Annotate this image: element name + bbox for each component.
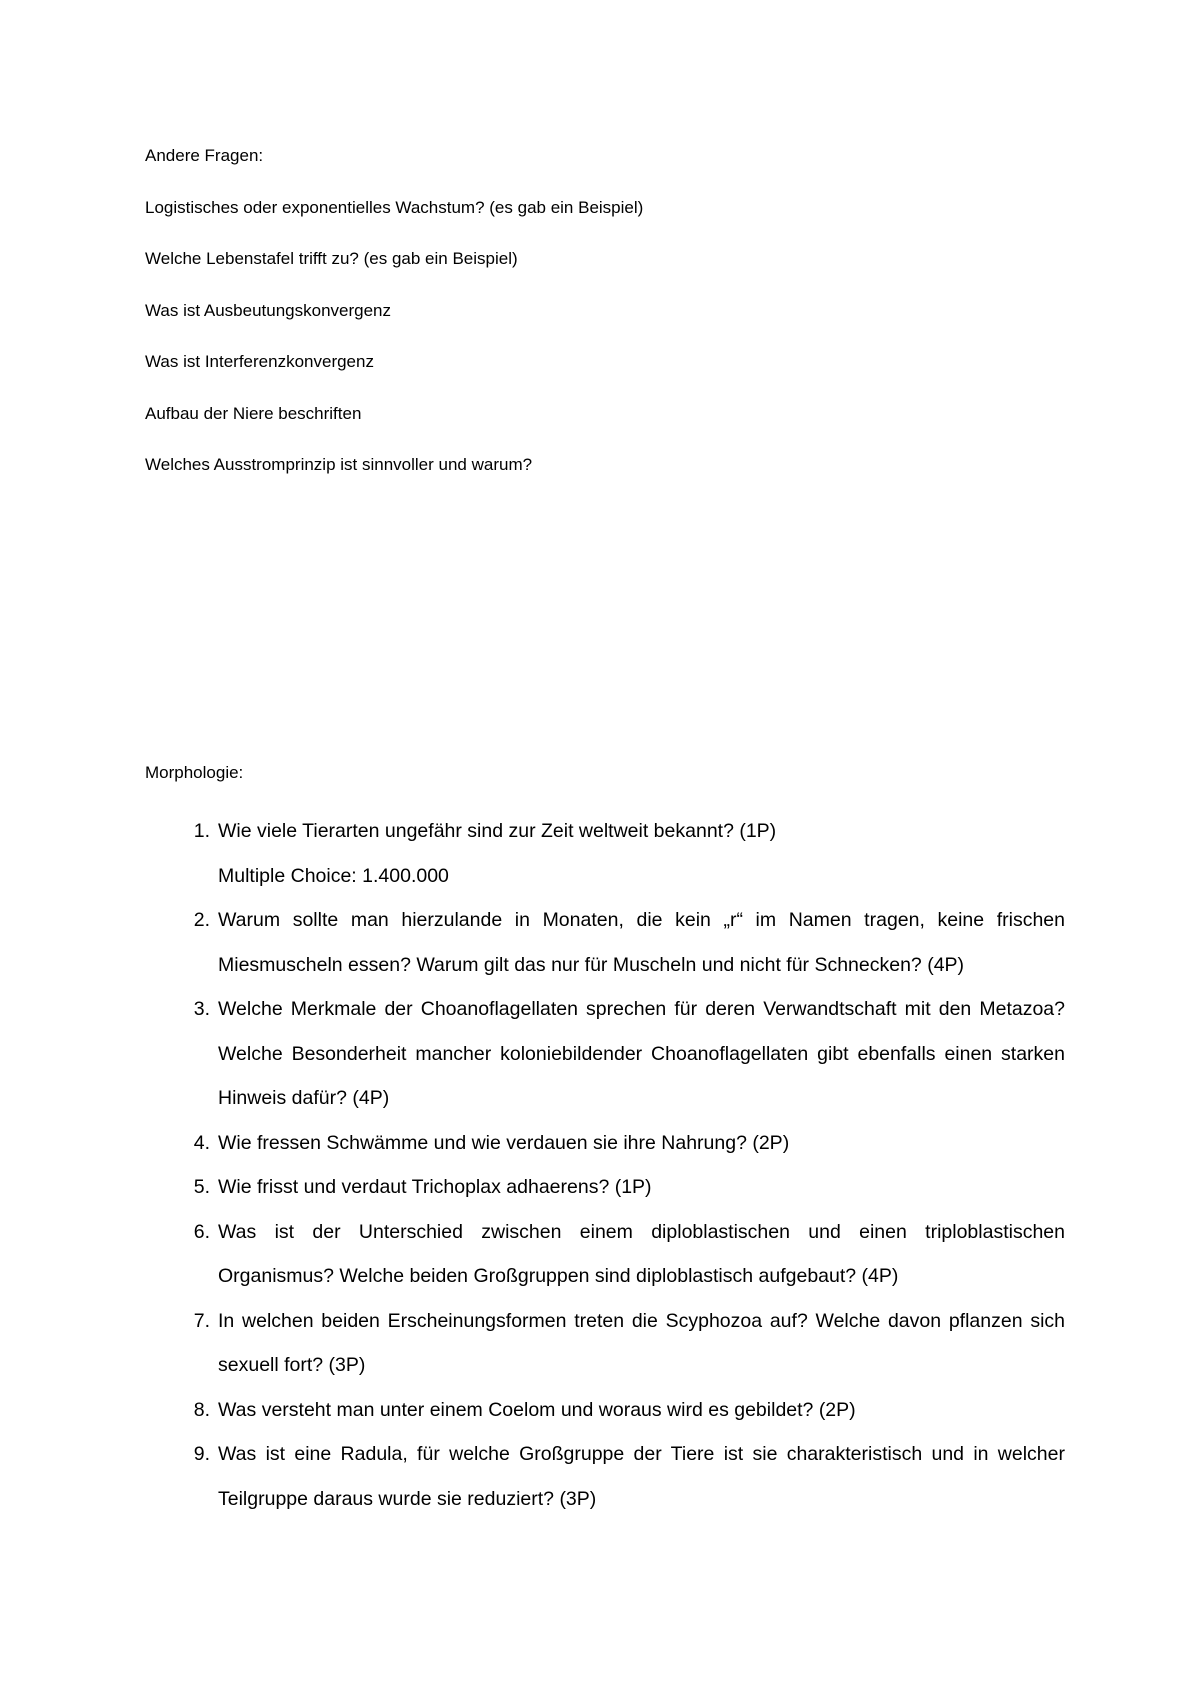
other-question: Logistisches oder exponentielles Wachstum? (es gab ein Beispiel) (145, 197, 644, 217)
other-question: Welches Ausstromprinzip ist sinnvoller und warum? (145, 455, 533, 474)
question-text: Was ist der Unterschied zwischen einem diploblastischen und einen triploblastischen Organismus? Welche beiden Großgruppen sind diploblastisch aufgebaut? (4P) (218, 1220, 1065, 1287)
question-number: 9. (193, 1443, 210, 1465)
other-question: Welche Lebenstafel trifft zu? (es gab ein Beispiel) (145, 249, 518, 268)
other-question: Was ist Ausbeutungskonvergenz (145, 300, 392, 320)
morphology-question-list (145, 809, 1065, 1521)
section-title-other: Andere Fragen: (145, 146, 264, 165)
question-number: 4. (193, 1131, 210, 1154)
question-item (145, 1210, 1065, 1299)
question-item (145, 1388, 1065, 1433)
section-title-morphology: Morphologie: (145, 763, 244, 782)
question-number: 5. (193, 1176, 210, 1198)
question-text: Wie fressen Schwämme und wie verdauen sie ihre Nahrung? (2P) (218, 1131, 790, 1154)
question-item (145, 1432, 1065, 1521)
question-number: 6. (193, 1220, 210, 1243)
question-number: 1. (193, 820, 210, 842)
question-item (145, 987, 1065, 1121)
morphology-section (145, 763, 1065, 1510)
other-question: Was ist Interferenzkonvergenz (145, 352, 374, 371)
question-item (145, 1121, 1065, 1166)
question-text: Welche Merkmale der Choanoflagellaten sprechen für deren Verwandtschaft mit den Metazoa? Welche Besonderheit mancher koloniebildender Choanoflagellaten gibt ebenfalls einen starken Hinweis dafür? (4P) (218, 998, 1065, 1109)
question-item (145, 1165, 1065, 1210)
question-text: Wie viele Tierarten ungefähr sind zur Zeit weltweit bekannt? (1P) (218, 820, 777, 842)
question-text: Was versteht man unter einem Coelom und woraus wird es gebildet? (2P) (218, 1398, 856, 1421)
question-number: 3. (193, 998, 210, 1020)
question-answer: Multiple Choice: 1.400.000 (218, 864, 449, 887)
question-item (145, 1299, 1065, 1388)
question-text: Warum sollte man hierzulande in Monaten, die kein „r“ im Namen tragen, keine frischen Miesmuscheln essen? Warum gilt das nur für Muscheln und nicht für Schnecken? (4P) (218, 909, 1065, 976)
question-text: In welchen beiden Erscheinungsformen treten die Scyphozoa auf? Welche davon pflanzen sich sexuell fort? (3P) (218, 1309, 1065, 1376)
question-number: 2. (193, 909, 210, 931)
question-number: 7. (193, 1309, 210, 1332)
question-item (145, 898, 1065, 987)
other-question: Aufbau der Niere beschriften (145, 403, 362, 423)
question-text: Wie frisst und verdaut Trichoplax adhaerens? (1P) (218, 1176, 652, 1198)
other-questions-section (145, 146, 1065, 507)
question-item (145, 809, 1065, 898)
question-text: Was ist eine Radula, für welche Großgruppe der Tiere ist sie charakteristisch und in welcher Teilgruppe daraus wurde sie reduziert? (3P) (218, 1443, 1065, 1510)
question-number: 8. (193, 1398, 210, 1421)
